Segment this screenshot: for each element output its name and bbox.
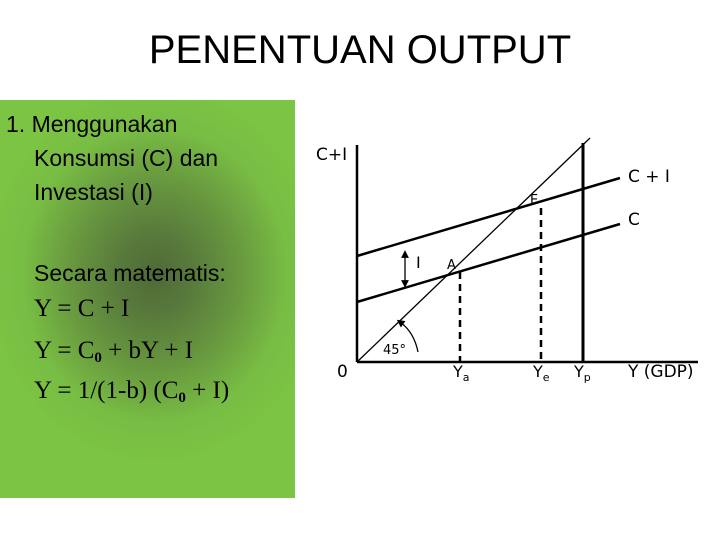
point-a-label: A [447,258,456,273]
point-e-label: E [530,193,539,208]
origin-label: 0 [337,362,348,382]
math-intro: Secara matematis: [34,260,226,286]
investment-label: I [416,253,421,272]
list-number: 1. [6,111,26,137]
heading-line3: Investasi (I) [34,179,153,205]
equation-2-subscript: 0 [94,350,102,366]
equation-1: Y = C + I [34,295,130,322]
equation-2-part-b: + bY + I [101,337,194,364]
c-plus-i-label: C + I [628,167,670,187]
angle-label: 45° [383,343,407,358]
y-axis-label: C+I [316,145,348,165]
equation-3-part-b: + I) [185,377,230,404]
heading-line2: Konsumsi (C) dan [34,145,219,171]
equation-2-part-a: Y = C [34,337,95,364]
heading-line1: Menggunakan [31,111,178,137]
equation-3-part-a: Y = 1/(1-b) (C [34,377,179,404]
slide-title: PENENTUAN OUTPUT [148,28,572,72]
x-axis-label: Y (GDP) [628,362,694,382]
c-label: C [628,210,640,230]
ya-label: $Y_a$ [453,362,470,384]
45-degree-line [357,138,590,362]
c-plus-i-line [357,178,620,256]
yp-label: $Y_p$ [574,362,591,384]
ye-label: $Y_e$ [533,362,550,384]
equation-3-subscript: 0 [178,390,186,406]
